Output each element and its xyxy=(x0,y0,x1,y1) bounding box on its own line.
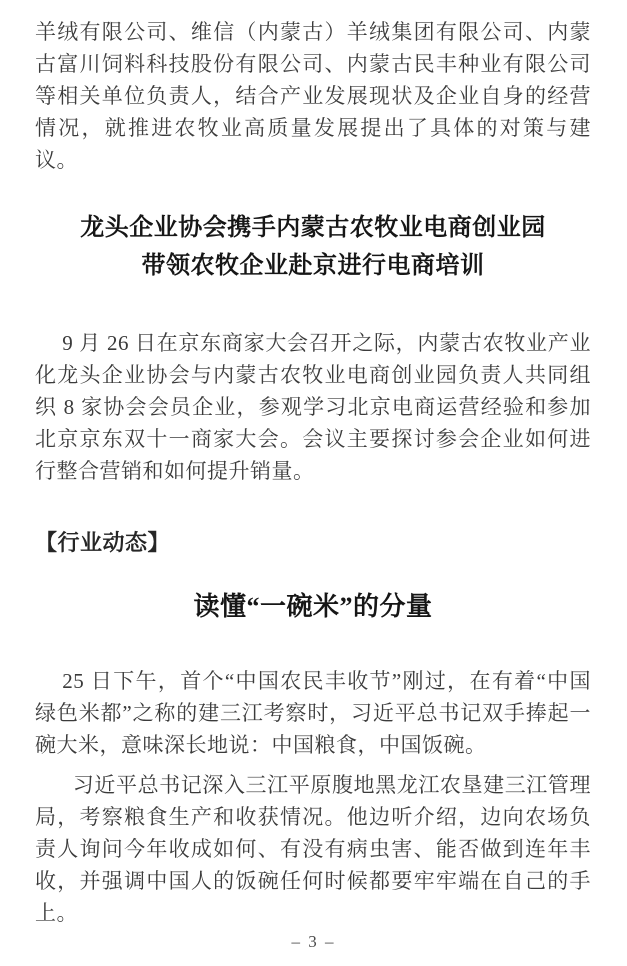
page-number: – 3 – xyxy=(291,932,336,951)
article2-title: 读懂“一碗米”的分量 xyxy=(193,592,433,621)
article1-body: 9 月 26 日在京东商家大会召开之际，内蒙古农牧业产业化龙头企业协会与内蒙古农牧业电商创业园负责人共同组织 8 家协会会员企业，参观学习北京电商运营经验和参加北京京东双十一商家大会。会议主要探讨参会企业如何进行整合营销和如何提升销量。 xyxy=(35,331,591,483)
section-header-industry-news: 【行业动态】 xyxy=(35,530,171,555)
article1-title-line1: 龙头企业协会携手内蒙古农牧业电商创业园 xyxy=(80,215,546,241)
paragraph-continuation: 羊绒有限公司、维信（内蒙古）羊绒集团有限公司、内蒙古富川饲料科技股份有限公司、内蒙古民丰种业有限公司等相关单位负责人，结合产业发展现状及企业自身的经营情况，就推进农牧业高质量发展提出了具体的对策与建议。 xyxy=(35,20,591,172)
article2-paragraph-2: 习近平总书记深入三江平原腹地黑龙江农垦建三江管理局，考察粮食生产和收获情况。他边听介绍，边向农场负责人询问今年收成如何、有没有病虫害、能否做到连年丰收，并强调中国人的饭碗任何时候都要牢牢端在自己的手上。 xyxy=(35,773,591,925)
article2-paragraph-1: 25 日下午，首个“中国农民丰收节”刚过，在有着“中国绿色米都”之称的建三江考察时，习近平总书记双手捧起一碗大米，意味深长地说：中国粮食，中国饭碗。 xyxy=(35,669,591,757)
article1-title xyxy=(35,209,591,285)
article1-title-line2: 带领农牧企业赴京进行电商培训 xyxy=(141,253,485,279)
